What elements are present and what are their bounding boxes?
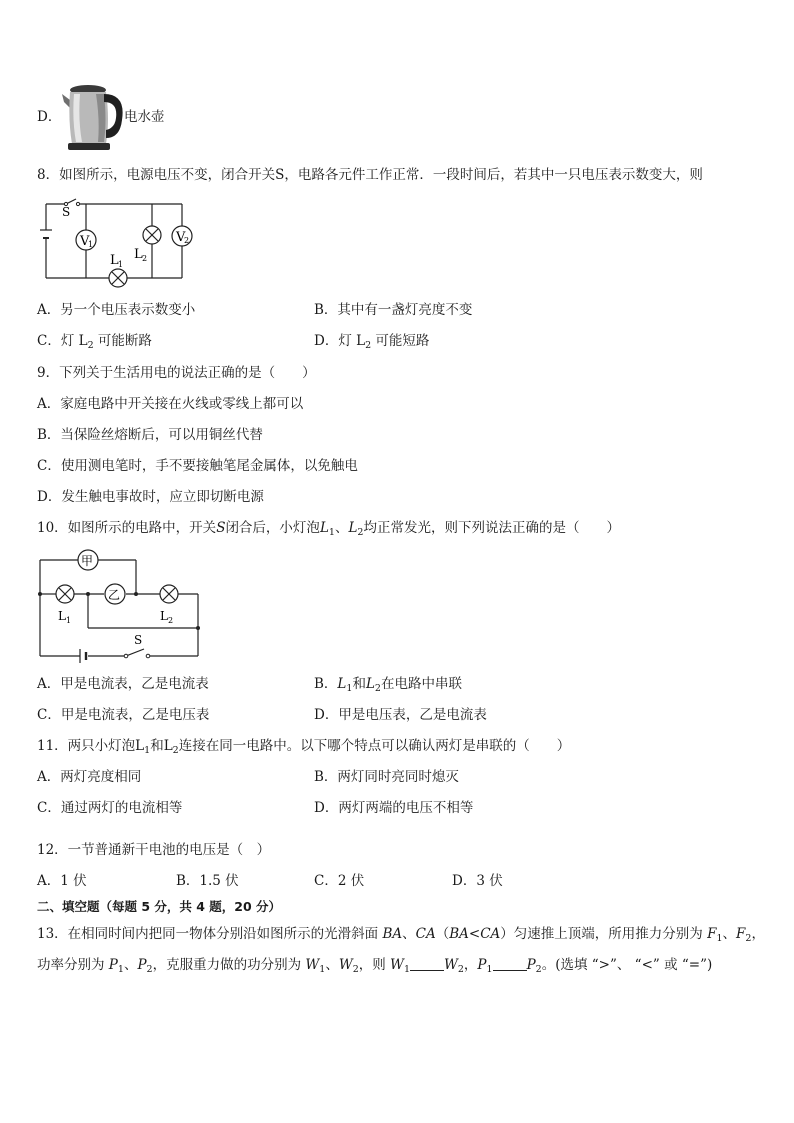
q10-option-c: C．甲是电流表，乙是电压表 bbox=[37, 707, 210, 723]
q8-l1-label: L bbox=[110, 253, 119, 268]
q8-stem: 8．如图所示，电源电压不变，闭合开关S，电路各元件工作正常．一段时间后，若其中一只电压表示数变大，则 bbox=[37, 167, 703, 183]
q11-option-c: C．通过两灯的电流相等 bbox=[37, 800, 183, 816]
q8-option-c: C．灯 $L_2$ 可能断路 bbox=[37, 333, 152, 351]
q7-option-d-label: 电水壶 bbox=[124, 109, 165, 125]
q7-option-d-letter: D． bbox=[37, 109, 62, 125]
q8-v1-label: V bbox=[80, 234, 90, 249]
q9-option-b: B．当保险丝熔断后，可以用铜丝代替 bbox=[37, 427, 263, 443]
q8-switch-label: S bbox=[62, 205, 71, 219]
q10-switch-label: S bbox=[134, 633, 143, 647]
electric-kettle-image bbox=[60, 80, 126, 152]
section-heading-fill-in: 二、填空题（每题 5 分，共 4 题，20 分） bbox=[37, 899, 282, 914]
q10-l2-label: L bbox=[160, 609, 168, 623]
q10-option-b: B．$L_1$和$L_2$在电路中串联 bbox=[314, 676, 462, 694]
q8-l2-label: L bbox=[134, 247, 143, 262]
q8-option-d: D．灯 $L_2$ 可能短路 bbox=[314, 333, 430, 351]
q10-yi-label: 乙 bbox=[108, 588, 121, 602]
q11-option-d: D．两灯两端的电压不相等 bbox=[314, 800, 474, 816]
q8-v2-label: V bbox=[176, 230, 186, 245]
q8-option-a: A．另一个电压表示数变小 bbox=[37, 302, 196, 318]
q8-v1-sub: 1 bbox=[88, 240, 94, 249]
q10-option-a: A．甲是电流表，乙是电流表 bbox=[37, 676, 209, 692]
q10-circuit-diagram bbox=[36, 546, 206, 666]
q8-l1-sub: 1 bbox=[118, 260, 124, 269]
q9-option-a: A．家庭电路中开关接在火线或零线上都可以 bbox=[37, 396, 304, 412]
q13-line-1: 13．在相同时间内把同一物体分别沿如图所示的光滑斜面 BA、CA（BA<CA）匀速推上顶端，所用推力分别为 $F_1$、$F_2$， bbox=[37, 926, 765, 944]
q8-option-b: B．其中有一盏灯亮度不变 bbox=[314, 302, 473, 318]
q11-stem: 11．两只小灯泡$L_1$和$L_2$连接在同一电路中。以下哪个特点可以确认两灯是串联的（ ） bbox=[37, 738, 571, 756]
q9-stem: 9．下列关于生活用电的说法正确的是（ ） bbox=[37, 365, 316, 381]
q10-option-d: D．甲是电压表，乙是电流表 bbox=[314, 707, 487, 723]
q12-option-a: A．1 伏 bbox=[37, 873, 87, 889]
q11-option-a: A．两灯亮度相同 bbox=[37, 769, 142, 785]
q8-circuit-diagram bbox=[38, 196, 198, 292]
q12-option-b: B．1.5 伏 bbox=[176, 873, 239, 889]
q10-l2-sub: 2 bbox=[168, 616, 174, 625]
q12-stem: 12．一节普通新干电池的电压是（ ） bbox=[37, 842, 271, 858]
q13-blank-1[interactable] bbox=[410, 957, 444, 971]
q9-option-c: C．使用测电笔时，手不要接触笔尾金属体，以免触电 bbox=[37, 458, 358, 474]
q9-option-d: D．发生触电事故时，应立即切断电源 bbox=[37, 489, 264, 505]
q10-l1-sub: 1 bbox=[66, 616, 72, 625]
q10-l1-label: L bbox=[58, 609, 66, 623]
q10-stem: 10．如图所示的电路中，开关S闭合后，小灯泡$L_1$、$L_2$均正常发光，则下列说法正确的是（ ） bbox=[37, 520, 620, 538]
q11-option-b: B．两灯同时亮同时熄灭 bbox=[314, 769, 459, 785]
q12-option-c: C．2 伏 bbox=[314, 873, 365, 889]
q8-l2-sub: 2 bbox=[142, 254, 148, 263]
q8-v2-sub: 2 bbox=[184, 236, 190, 245]
q13-blank-2[interactable] bbox=[493, 957, 527, 971]
q13-line-2: 功率分别为 $P_1$、$P_2$，克服重力做的功分别为 $W_1$、$W_2$，则 $W_1$ $W_2$，$P_1$ $P_2$。(选填 “>”、 “<” 或 “=”) bbox=[37, 957, 713, 975]
q12-option-d: D．3 伏 bbox=[452, 873, 503, 889]
q10-jia-label: 甲 bbox=[81, 554, 94, 568]
